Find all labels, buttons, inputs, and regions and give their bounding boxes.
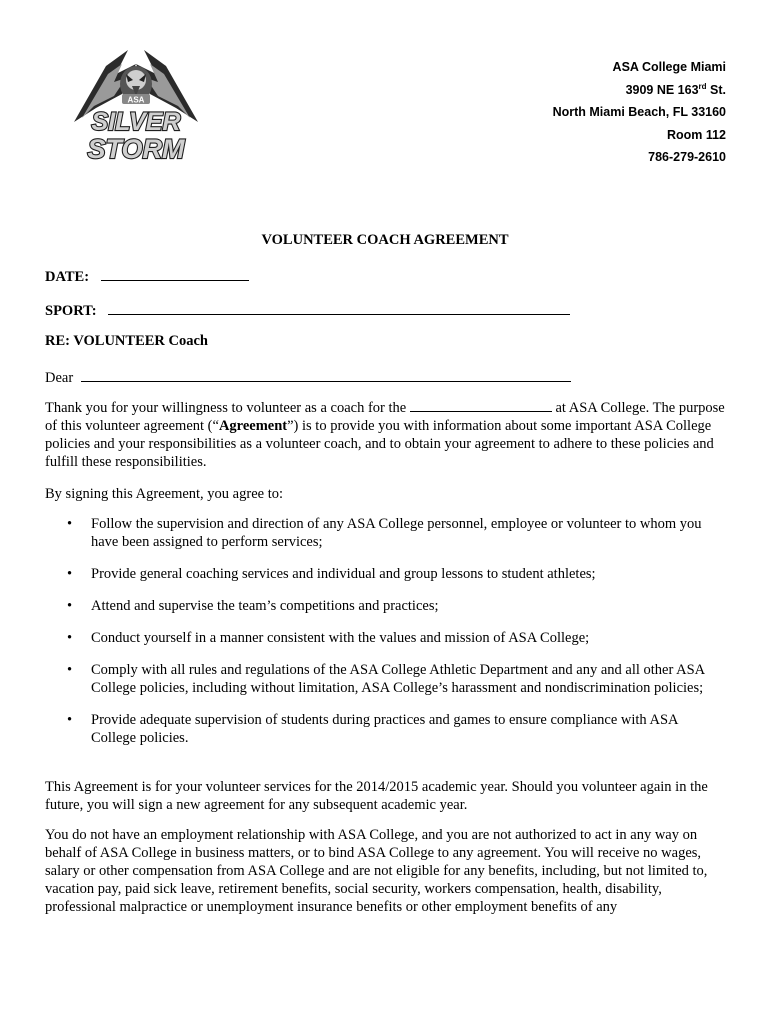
employment-paragraph: You do not have an employment relationship with ASA College, and you are not authorized to act in any way on behalf of ASA College in business matters, or to bind ASA College to any agreement. You will receive no wages, salary or other compensation from ASA College and are not eligible for any benefits, including, but not limited to, vacation pay, paid sick leave, retirement benefits, social security, workers compensation, health, disability, professional malpractice or unemployment insurance benefits or other employment benefits of any <box>45 827 708 915</box>
re-line: RE: VOLUNTEER Coach <box>45 333 208 349</box>
list-item: • Follow the supervision and direction of any ASA College personnel, employee or volunteer to whom you have been assigned to perform services; <box>67 516 702 550</box>
intro-paragraph: Thank you for your willingness to volunteer as a coach for the at ASA College. The purpose of this volunteer agreement (“Agreement”) is to provide you with information about some important ASA College policies and your responsibilities as a volunteer coach, and to obtain your agreement to adhere to these policies and fulfill these responsibilities. <box>45 400 725 470</box>
responsibilities-list <box>45 515 720 761</box>
date-blank[interactable] <box>101 266 249 281</box>
sport-label: SPORT: <box>45 303 97 319</box>
document-title: VOLUNTEER COACH AGREEMENT <box>261 232 509 248</box>
sport-inline-blank[interactable] <box>410 399 552 412</box>
sport-field[interactable] <box>45 300 570 320</box>
college-address <box>553 56 726 169</box>
logo-word-silver: SILVER <box>91 108 181 136</box>
dear-field[interactable] <box>45 367 571 387</box>
dear-label: Dear <box>45 370 74 386</box>
list-item: • Provide general coaching services and individual and group lessons to student athletes; <box>67 566 596 582</box>
silver-storm-logo <box>66 44 206 166</box>
term-paragraph: This Agreement is for your volunteer services for the 2014/2015 academic year. Should you volunteer again in the future, you will sign a new agreement for any subsequent academic year. <box>45 779 708 813</box>
address-line-street: 3909 NE 163rd St. <box>625 81 726 97</box>
address-line-room: Room 112 <box>666 127 726 142</box>
logo-asa-text: ASA <box>127 95 145 105</box>
list-item: • Conduct yourself in a manner consistent with the values and mission of ASA College; <box>67 630 590 646</box>
date-label: DATE: <box>45 269 90 285</box>
list-item: • Attend and supervise the team’s competitions and practices; <box>67 598 439 614</box>
date-field[interactable] <box>45 266 249 286</box>
address-line-city: North Miami Beach, FL 33160 <box>552 105 726 119</box>
list-item: • Comply with all rules and regulations of the ASA College Athletic Department and any and all other ASA College policies, including without limitation, ASA College’s harassment and nondiscrimination policies; <box>67 662 705 696</box>
logo-word-storm: STORM <box>87 134 185 164</box>
list-item: • Provide adequate supervision of students during practices and games to ensure compliance with ASA College policies. <box>67 712 678 746</box>
sport-blank[interactable] <box>108 300 570 315</box>
address-line-name: ASA College Miami <box>612 60 726 74</box>
address-line-phone: 786-279-2610 <box>648 150 726 164</box>
signing-intro: By signing this Agreement, you agree to: <box>45 486 284 502</box>
dear-blank[interactable] <box>81 367 571 382</box>
